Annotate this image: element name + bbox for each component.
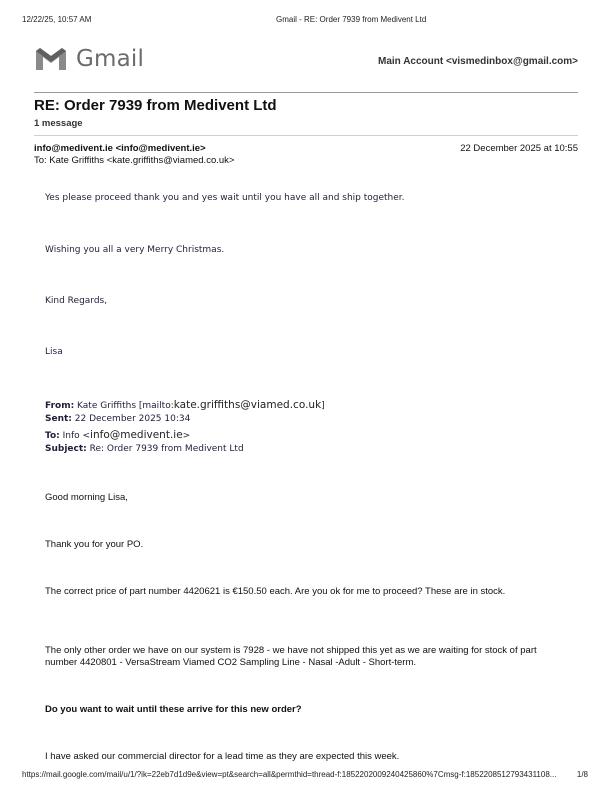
print-page-number: 1/8 — [576, 770, 588, 779]
header-divider — [34, 92, 578, 93]
reply-line-1: Yes please proceed thank you and yes wait until you have all and ship together. — [45, 193, 405, 203]
quoted-thanks: Thank you for your PO. — [45, 539, 144, 550]
message-count: 1 message — [34, 118, 83, 129]
thread-subject: RE: Order 7939 from Medivent Ltd — [34, 97, 277, 114]
quoted-subject: Subject: Re: Order 7939 from Medivent Ltd — [45, 444, 244, 454]
reply-line-3: Kind Regards, — [45, 296, 108, 306]
quoted-to: To: Info <info@medivent.ie> — [45, 429, 191, 441]
quoted-greeting: Good morning Lisa, — [45, 492, 128, 503]
print-datetime: 12/22/25, 10:57 AM — [22, 15, 92, 24]
gmail-logo-text: Gmail — [76, 46, 145, 72]
account-label: Main Account <vismedinbox@gmail.com> — [378, 56, 578, 67]
thread-divider — [34, 135, 578, 136]
quoted-to-email-link[interactable]: info@medivent.ie — [90, 429, 183, 441]
quoted-sent: Sent: 22 December 2025 10:34 — [45, 414, 191, 424]
quoted-price: The correct price of part number 4420621 is €150.50 each. Are you ok for me to proceed? These are in stock. — [45, 586, 506, 597]
message-from: info@medivent.ie <info@medivent.ie> — [34, 143, 206, 154]
quoted-other-order: The only other order we have on our system is 7928 - we have not shipped this yet as we are waiting for stock of part number 4420801 - VersaStream Viamed CO2 Sampling Line - Nasal -Adult - Short-term. — [45, 645, 537, 668]
quoted-question: Do you want to wait until these arrive for this new order? — [45, 704, 302, 715]
print-page-title: Gmail - RE: Order 7939 from Medivent Ltd — [276, 15, 427, 24]
print-footer-url: https://mail.google.com/mail/u/1/?ik=22eb7d1d9e&view=pt&search=all&permthid=thread-f:1852202009240425860%7Cmsg-f:1852208512793431108... — [22, 770, 557, 779]
quoted-lead-time: I have asked our commercial director for a lead time as they are expected this week. — [45, 751, 400, 762]
message-to: To: Kate Griffiths <kate.griffiths@viamed.co.uk> — [34, 155, 235, 166]
reply-line-2: Wishing you all a very Merry Christmas. — [45, 245, 225, 255]
gmail-envelope-icon — [34, 46, 68, 72]
message-date: 22 December 2025 at 10:55 — [460, 143, 578, 154]
gmail-logo[interactable] — [34, 46, 144, 72]
reply-line-4: Lisa — [45, 347, 63, 357]
quoted-from-email-link[interactable]: kate.griffiths@viamed.co.uk — [173, 399, 322, 411]
quoted-from: From: Kate Griffiths [mailto:kate.griffiths@viamed.co.uk] — [45, 399, 325, 411]
